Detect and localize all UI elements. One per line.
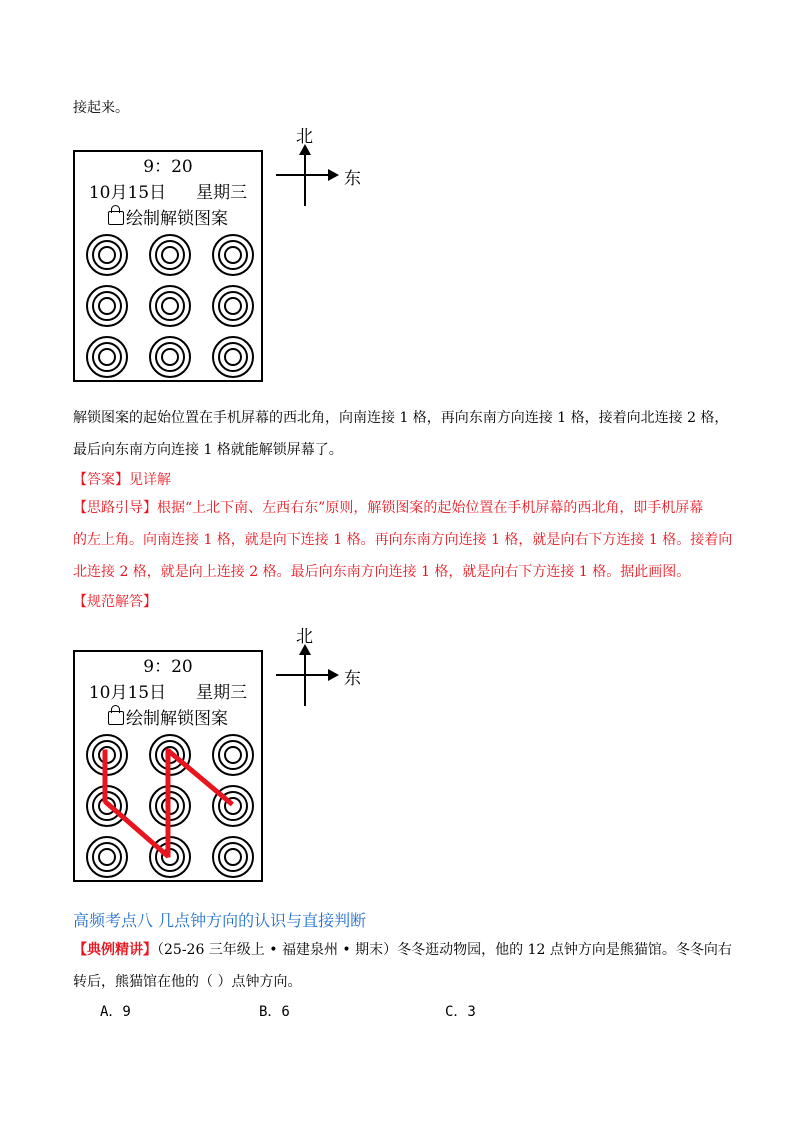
phone-date-row <box>75 682 261 704</box>
pattern-dot <box>149 285 191 327</box>
hint-text-1: 根据“上北下南、左西右东”原则，解锁图案的起始位置在手机屏幕的西北角，即手机屏幕 <box>157 500 704 516</box>
answer-row <box>73 470 171 490</box>
example-tag: 【典例精讲】 <box>73 942 157 958</box>
lock-icon <box>108 211 124 225</box>
pattern-dot <box>212 285 254 327</box>
question-line-1: 解锁图案的起始位置在手机屏幕的西北角，向南连接 1 格，再向东南方向连接 1 格，接着向北连接 2 格， <box>73 410 729 426</box>
hint-line-1 <box>73 498 703 518</box>
phone-hint-text: 绘制解锁图案 <box>126 709 228 729</box>
option-c: C．3 <box>445 1004 476 1020</box>
pattern-dot <box>86 285 128 327</box>
question-line-2: 最后向东南方向连接 1 格就能解锁屏幕了。 <box>73 442 343 458</box>
hint-tag: 【思路引导】 <box>73 500 157 516</box>
phone-weekday: 星期三 <box>196 183 248 203</box>
pattern-dot <box>212 234 254 276</box>
compass-east-label: 东 <box>344 169 361 189</box>
compass-east-label: 东 <box>344 669 361 689</box>
solution-tag: 【规范解答】 <box>73 594 157 610</box>
intro-tail: 接起来。 <box>73 100 129 116</box>
phone-time: 9：20 <box>143 157 193 177</box>
option-a: A．9 <box>100 1004 131 1020</box>
compass-icon <box>276 127 366 208</box>
hint-line-3: 北连接 2 格，就是向上连接 2 格。最后向东南方向连接 1 格，就是向右下方连接 1 格。据此画图。 <box>73 564 691 580</box>
phone-lockscreen-solution-figure <box>73 650 263 882</box>
phone-unlock-hint <box>75 708 261 730</box>
phone-date-row <box>75 182 261 204</box>
pattern-dot <box>149 336 191 378</box>
compass-north-label: 北 <box>296 127 313 147</box>
lock-icon <box>108 711 124 725</box>
phone-lockscreen-figure <box>73 150 263 382</box>
answer-text: 见详解 <box>129 472 171 488</box>
example-line-2: 转后，熊猫馆在他的（ ）点钟方向。 <box>73 974 302 990</box>
unlock-path-segment <box>166 749 171 858</box>
pattern-dot <box>149 234 191 276</box>
example-line-1 <box>73 940 732 960</box>
answer-tag: 【答案】 <box>73 472 129 488</box>
phone-date: 10月15日 <box>88 683 167 703</box>
unlock-path-segment <box>103 750 108 803</box>
pattern-dot <box>86 336 128 378</box>
phone-unlock-hint <box>75 208 261 230</box>
hint-line-2: 的左上角。向南连接 1 格，就是向下连接 1 格。再向东南方向连接 1 格，就是向右下方连接 1 格。接着向 <box>73 532 733 548</box>
pattern-dot <box>86 234 128 276</box>
compass-icon <box>276 627 366 708</box>
pattern-dot <box>86 836 128 878</box>
compass-north-label: 北 <box>296 627 313 647</box>
option-b: B．6 <box>259 1004 290 1020</box>
section-heading: 高频考点八 几点钟方向的认识与直接判断 <box>73 911 367 930</box>
pattern-dot <box>212 336 254 378</box>
pattern-dot <box>212 836 254 878</box>
phone-date: 10月15日 <box>88 183 167 203</box>
example-text-1: （25-26 三年级上 • 福建泉州 • 期末）冬冬逛动物园，他的 12 点钟方向是熊猫馆。冬冬向右 <box>157 942 732 958</box>
pattern-dot <box>212 734 254 776</box>
phone-hint-text: 绘制解锁图案 <box>126 209 228 229</box>
phone-time: 9：20 <box>143 657 193 677</box>
phone-weekday: 星期三 <box>196 683 248 703</box>
